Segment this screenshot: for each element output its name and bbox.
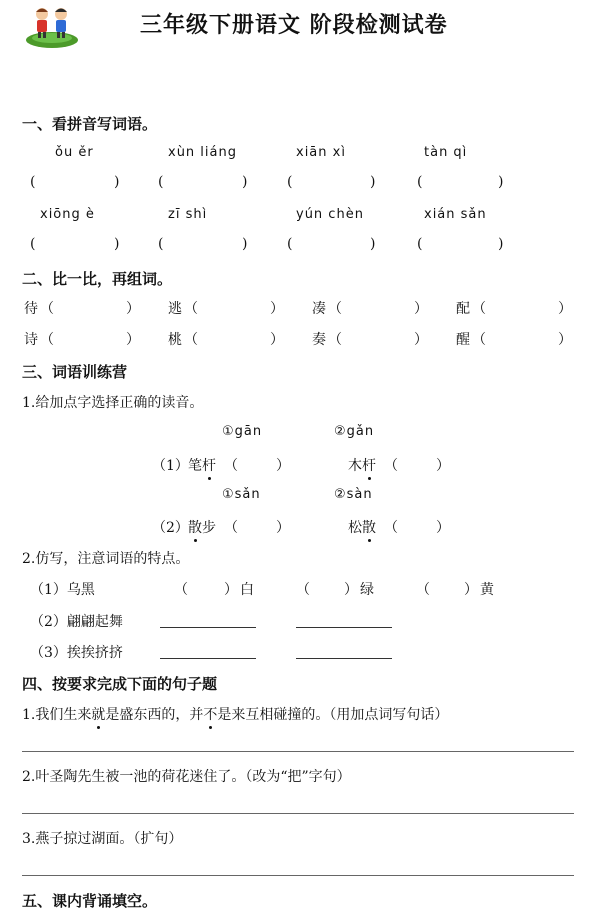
answer-paren-close: ） [224, 582, 238, 598]
char: 奏 [312, 332, 326, 348]
answer-paren-open: ( [158, 174, 164, 190]
sentence-question-3: 3.燕子掠过湖面。（扩句） [22, 831, 183, 847]
answer-paren-close: ） [436, 458, 450, 474]
imitation-label: （3）挨挨挤挤 [30, 645, 123, 661]
answer-paren-open: （ [174, 582, 188, 598]
answer-paren-close: ） [126, 332, 140, 348]
answer-paren-close: ) [498, 174, 504, 190]
section1-heading: 一、看拼音写词语。 [22, 115, 158, 133]
imitation-label: （1）乌黑 [30, 582, 95, 598]
word-sanbu: 散步 [188, 517, 216, 537]
pinyin: zī shì [168, 207, 208, 222]
answer-paren-close: ) [114, 174, 120, 190]
sentence-question-1: 1.我们生来就是盛东西的，并不是来互相碰撞的。（用加点词写句话） [22, 704, 448, 724]
answer-paren-open: （ [328, 301, 342, 317]
answer-blank[interactable] [296, 627, 392, 628]
answer-paren-open: （ [184, 332, 198, 348]
question-text: 1.给加点字选择正确的读音。 [22, 395, 204, 411]
answer-line[interactable] [22, 875, 574, 876]
pinyin: xiān xì [296, 145, 346, 160]
section5-heading: 五、课内背诵填空。 [22, 892, 158, 910]
answer-paren-open: （ [416, 582, 430, 598]
word-mugan: 木杆 [348, 455, 376, 475]
char: 配 [456, 301, 470, 317]
answer-paren-close: ) [242, 236, 248, 252]
section4-heading: 四、按要求完成下面的句子题 [22, 675, 218, 693]
answer-paren-close: ) [498, 236, 504, 252]
answer-line[interactable] [22, 813, 574, 814]
question-text: 2.仿写，注意词语的特点。 [22, 551, 190, 567]
pinyin: yún chèn [296, 207, 364, 222]
section3-heading: 三、词语训练营 [22, 363, 128, 381]
page-title: 三年级下册语文 阶段检测试卷 [140, 13, 448, 38]
answer-paren-open: （ [224, 458, 238, 474]
answer-paren-close: ） [270, 301, 284, 317]
pinyin: tàn qì [424, 145, 468, 160]
pinyin: xùn liáng [168, 145, 237, 160]
char: 桃 [168, 332, 182, 348]
color-char: 白 [240, 582, 254, 598]
answer-paren-open: （ [472, 332, 486, 348]
answer-paren-open: ( [158, 236, 164, 252]
answer-line[interactable] [22, 751, 574, 752]
school-logo-icon [24, 4, 80, 48]
answer-paren-open: （ [296, 582, 310, 598]
answer-paren-open: （ [384, 520, 398, 536]
pinyin: xiōng è [40, 207, 95, 222]
item-number: （2） [152, 520, 189, 536]
answer-blank[interactable] [160, 627, 256, 628]
answer-paren-close: ） [436, 520, 450, 536]
word-songsan: 松散 [348, 517, 376, 537]
answer-paren-open: ( [30, 236, 36, 252]
pinyin: ǒu ěr [55, 145, 94, 160]
answer-paren-close: ） [276, 520, 290, 536]
char: 凑 [312, 301, 326, 317]
word-bigan: 笔杆 [188, 455, 216, 475]
reading-option: ②sàn [334, 487, 373, 502]
pinyin: xián sǎn [424, 207, 487, 222]
char: 诗 [24, 332, 38, 348]
answer-paren-open: ( [287, 236, 293, 252]
answer-paren-open: ( [417, 174, 423, 190]
reading-option: ①sǎn [222, 487, 261, 502]
answer-paren-close: ) [370, 236, 376, 252]
answer-paren-close: ） [276, 458, 290, 474]
answer-paren-close: ） [414, 332, 428, 348]
answer-paren-open: ( [417, 236, 423, 252]
answer-paren-close: ） [126, 301, 140, 317]
answer-paren-open: （ [184, 301, 198, 317]
answer-paren-open: （ [472, 301, 486, 317]
answer-paren-open: ( [287, 174, 293, 190]
char: 醒 [456, 332, 470, 348]
answer-blank[interactable] [296, 658, 392, 659]
char: 待 [24, 301, 38, 317]
sentence-question-2: 2.叶圣陶先生被一池的荷花迷住了。（改为“把”字句） [22, 769, 351, 785]
answer-paren-open: （ [384, 458, 398, 474]
answer-paren-close: ） [414, 301, 428, 317]
answer-paren-close: ) [370, 174, 376, 190]
answer-paren-open: （ [40, 301, 54, 317]
answer-blank[interactable] [160, 658, 256, 659]
reading-option: ②gǎn [334, 424, 375, 439]
answer-paren-open: （ [224, 520, 238, 536]
answer-paren-close: ） [558, 332, 572, 348]
answer-paren-close: ） [344, 582, 358, 598]
item-number: （1） [152, 458, 189, 474]
answer-paren-open: ( [30, 174, 36, 190]
answer-paren-open: （ [328, 332, 342, 348]
answer-paren-close: ) [114, 236, 120, 252]
answer-paren-close: ） [558, 301, 572, 317]
answer-paren-open: （ [40, 332, 54, 348]
answer-paren-close: ） [464, 582, 478, 598]
imitation-label: （2）翩翩起舞 [30, 614, 123, 630]
answer-paren-close: ） [270, 332, 284, 348]
color-char: 绿 [360, 582, 374, 598]
section2-heading: 二、比一比，再组词。 [22, 270, 173, 288]
answer-paren-close: ) [242, 174, 248, 190]
char: 逃 [168, 301, 182, 317]
reading-option: ①gān [222, 424, 263, 439]
color-char: 黄 [480, 582, 494, 598]
